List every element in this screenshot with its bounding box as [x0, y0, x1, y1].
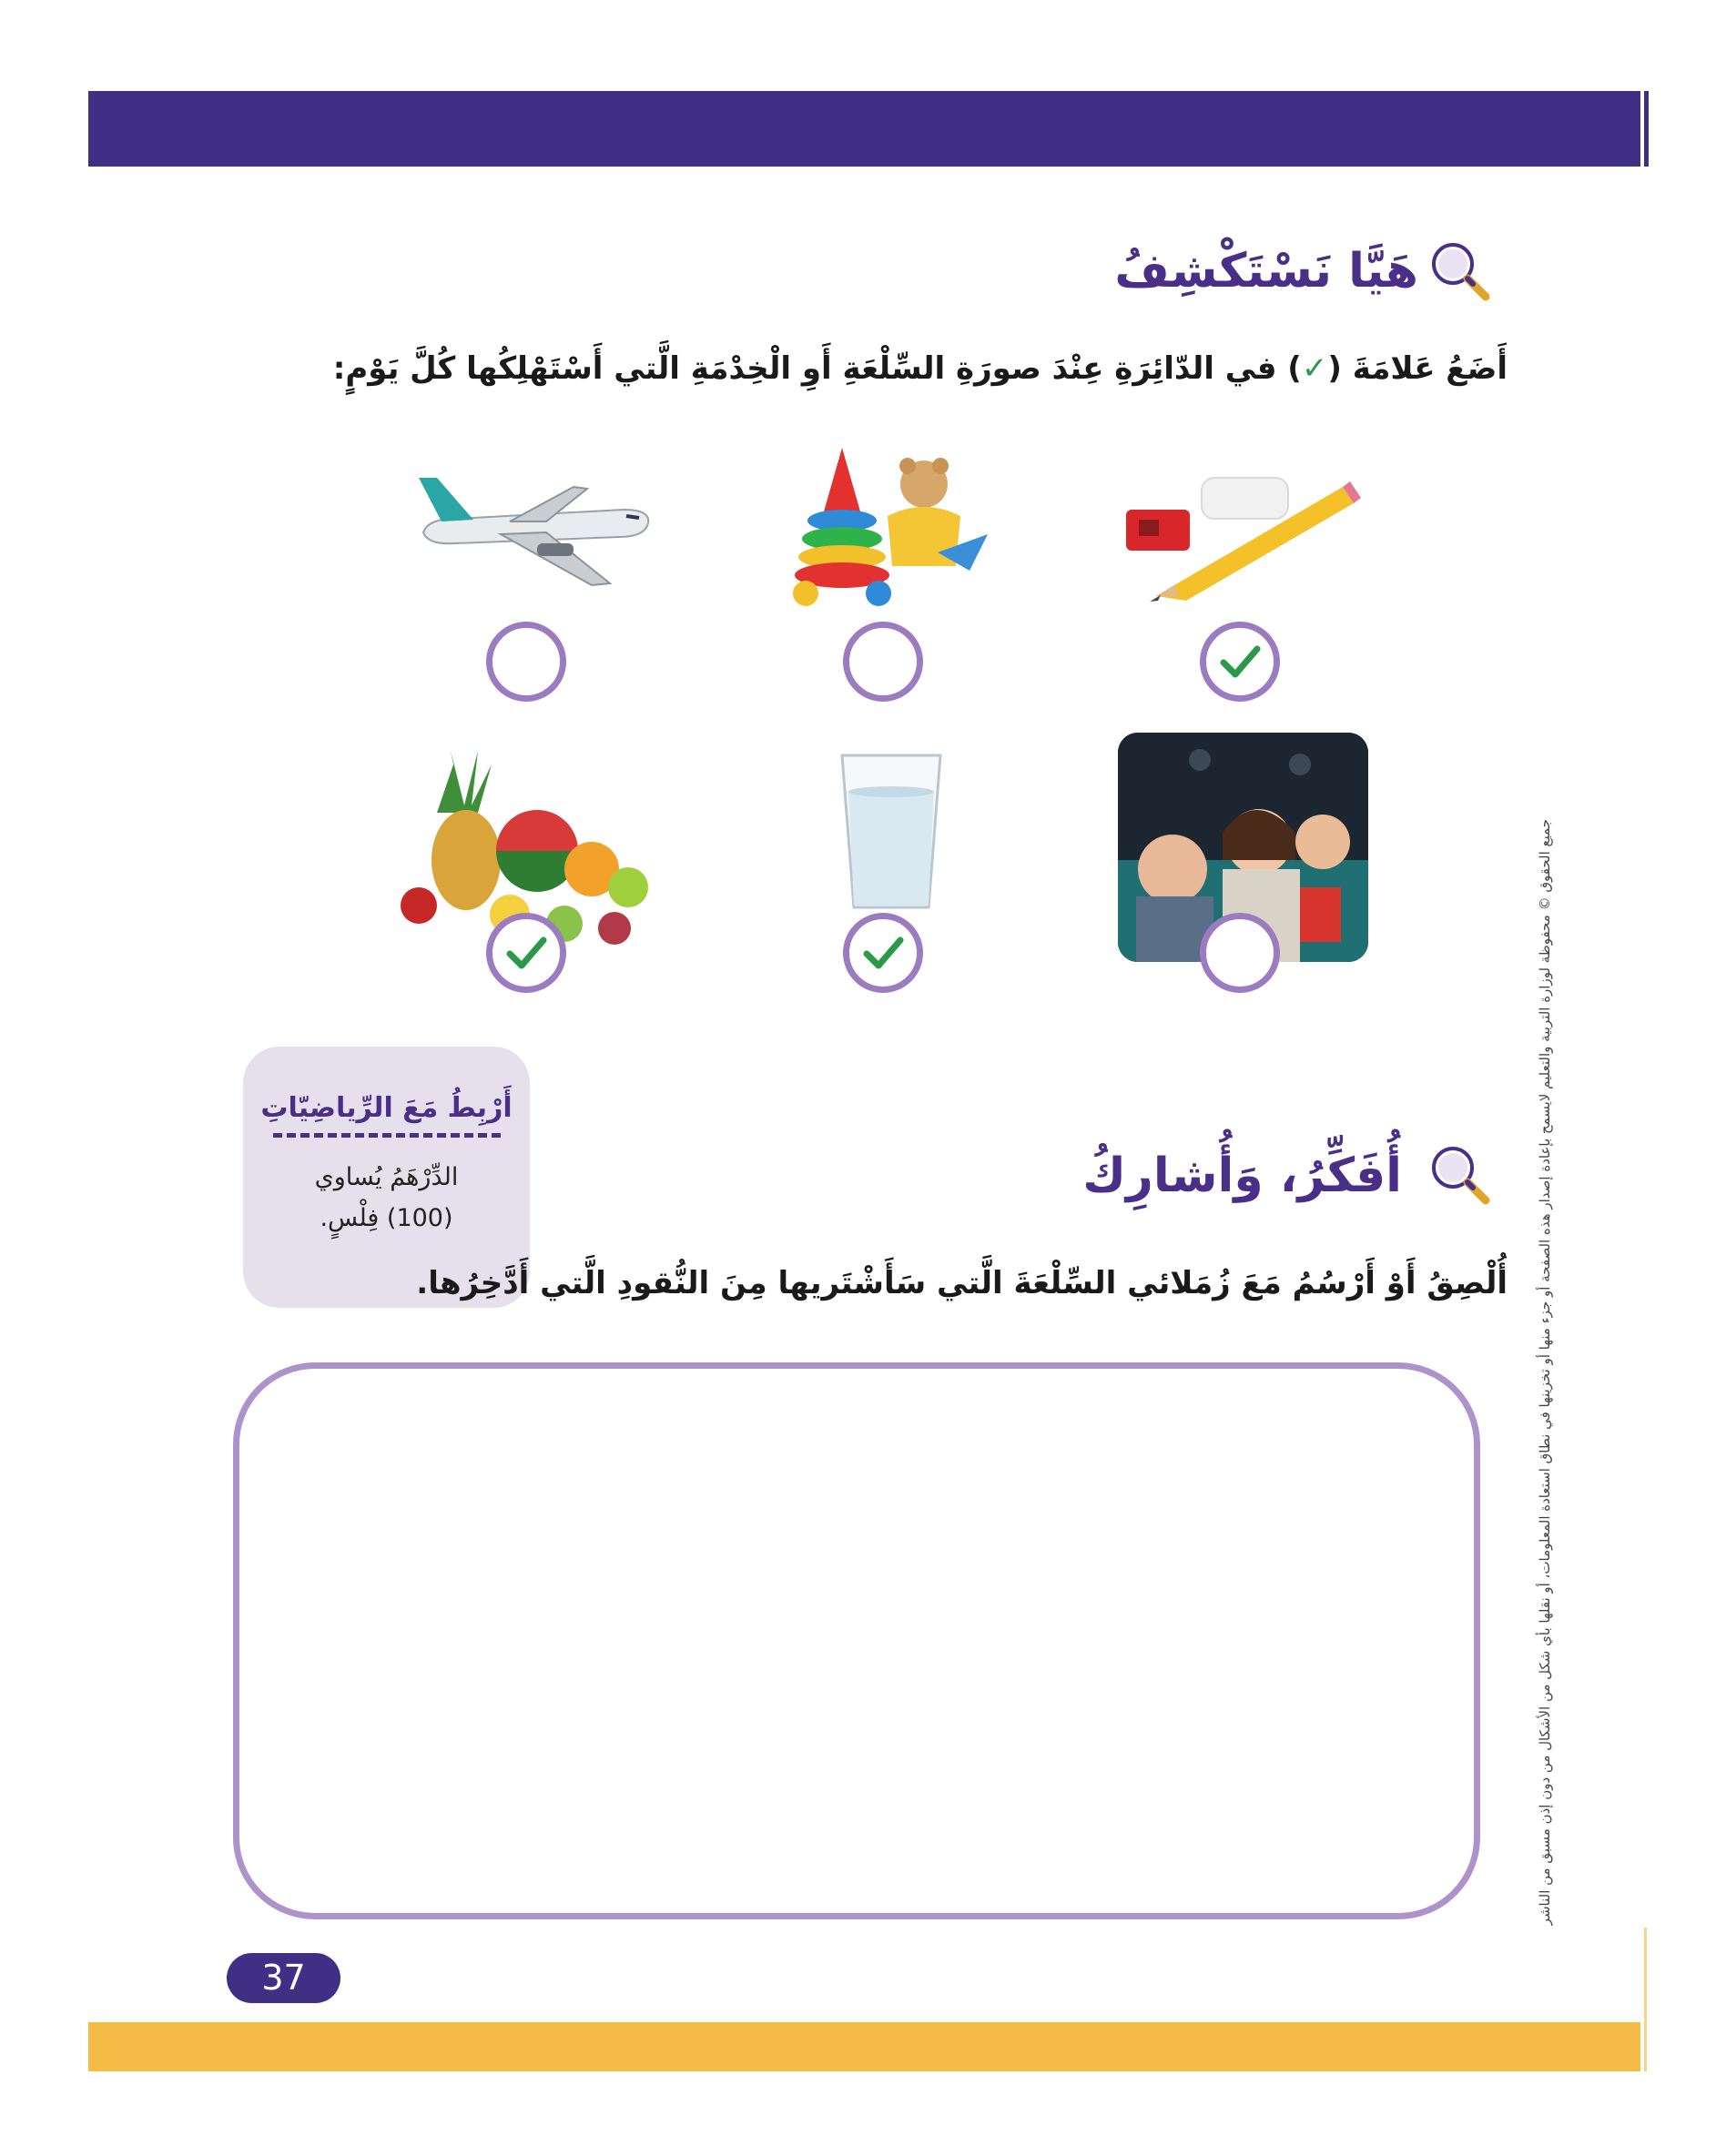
fruits-check-circle[interactable] [486, 913, 566, 993]
water-glass-check-circle[interactable] [843, 913, 923, 993]
bottom-banner-edge [1644, 1928, 1647, 2071]
explore-instruction [333, 350, 1508, 387]
instruction-text-start: أَضَعُ عَلامَةَ ( [1327, 350, 1508, 387]
section-think-share-title: أُفَكِّرُ، وَأُشارِكُ [1082, 1149, 1402, 1203]
section-explore-title: هَيَّا نَسْتَكْشِفُ [1114, 244, 1418, 299]
instruction-text-end: ) في الدّائِرَةِ عِنْدَ صورَةِ السِّلْعَةِ أَوِ الْخِدْمَةِ الَّتي أَسْتَهْلِكُها كُلَّ يَوْمٍ: [332, 350, 1302, 387]
magnifier-icon [1427, 238, 1491, 302]
airplane-check-circle[interactable] [486, 622, 566, 702]
stationery-check-circle[interactable] [1200, 622, 1280, 702]
stationery-image [1115, 469, 1366, 610]
airplane-image [401, 469, 655, 587]
math-link-title: أَرْبِطُ مَعَ الرِّياضِيّاتِ [260, 1092, 513, 1124]
think-share-instruction: أُلْصِقُ أَوْ أَرْسُمُ مَعَ زُمَلائي السِّلْعَةَ الَّتي سَأَشْتَريها مِنَ النُّقودِ الَّتي أَدَّخِرُها. [416, 1265, 1508, 1301]
copyright-note: جميع الحقوق © محفوظة لوزارة التربية والتعليم لايسمح بإعادة إصدار هذه الصفحة أو جزء منها أو تخزينها في نطاق استعادة المعلومات، أو نقلها بأي شكل من الأشكال من دون إذن مسبق من الناشر [1537, 819, 1553, 1926]
math-link-line-2: (100) فِلْسٍ. [320, 1204, 453, 1232]
math-link-line-1: الدِّرْهَمُ يُساوي [314, 1163, 459, 1191]
bottom-banner [88, 2022, 1640, 2071]
drawing-area[interactable] [233, 1362, 1480, 1919]
page-number: 37 [227, 1953, 340, 2003]
toys-image [778, 443, 997, 612]
top-banner-edge [1644, 91, 1649, 167]
magnifier-icon [1427, 1142, 1491, 1206]
top-banner [88, 91, 1640, 167]
toys-check-circle[interactable] [843, 622, 923, 702]
water-glass-image [838, 751, 945, 913]
check-symbol: ✓ [1301, 350, 1328, 387]
cinema-check-circle[interactable] [1200, 913, 1280, 993]
math-link-divider [273, 1133, 501, 1138]
